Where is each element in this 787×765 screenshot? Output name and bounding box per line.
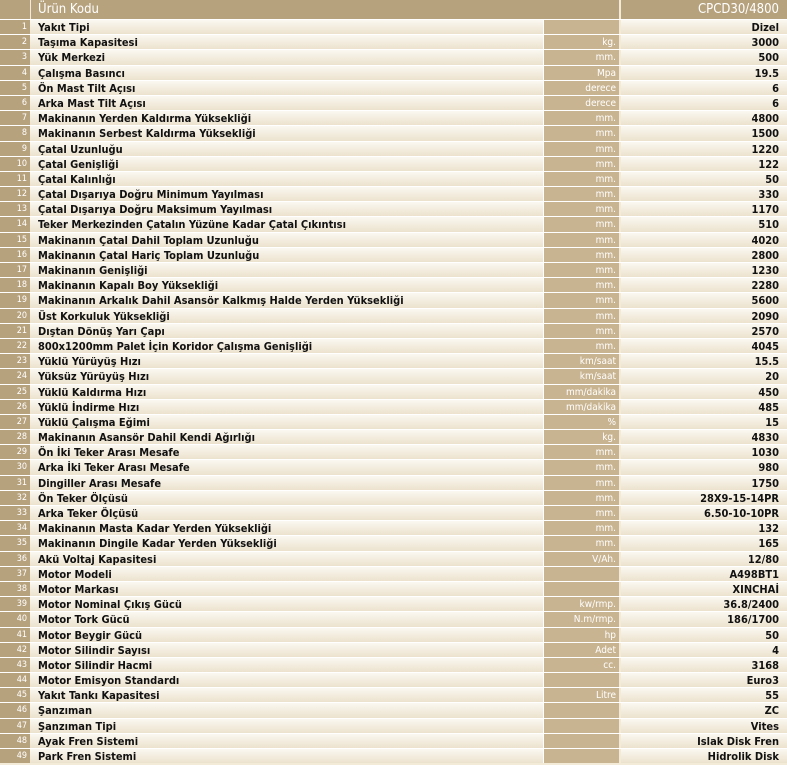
table-row: [0, 171, 787, 186]
spec-unit: [543, 749, 619, 763]
spec-label: Yakıt Tipi: [38, 21, 90, 34]
row-number: 22: [0, 339, 30, 353]
row-number: 40: [0, 612, 30, 626]
spec-value: 2090: [619, 309, 787, 323]
spec-label: Makinanın Asansör Dahil Kendi Ağırlığı: [38, 431, 256, 445]
table-row: [0, 65, 787, 80]
spec-label: Yüklü Kaldırma Hızı: [38, 385, 147, 399]
spec-value: 36.8/2400: [619, 597, 787, 611]
spec-unit: [543, 582, 619, 596]
row-number: 26: [0, 400, 30, 414]
table-row: [0, 551, 787, 566]
spec-label: Park Fren Sistemi: [38, 750, 137, 763]
spec-value: 55: [619, 688, 787, 702]
spec-unit: mm.: [543, 248, 619, 262]
spec-label: Motor Silindir Sayısı: [38, 643, 151, 657]
spec-unit: mm.: [543, 111, 619, 125]
spec-label: Teker Merkezinden Çatalın Yüzüne Kadar Çatal Çıkıntısı: [38, 218, 346, 232]
spec-unit: mm.: [543, 142, 619, 156]
table-row: [0, 702, 787, 717]
table-row: [0, 141, 787, 156]
spec-value: 3168: [619, 658, 787, 672]
row-number: 48: [0, 734, 30, 748]
spec-label: Çatal Genişliği: [38, 157, 119, 171]
spec-unit: derece: [543, 81, 619, 95]
spec-unit: mm.: [543, 157, 619, 171]
spec-value: A498BT1: [619, 567, 787, 581]
table-row: [0, 232, 787, 247]
spec-unit: mm.: [543, 202, 619, 216]
spec-value: Hidrolik Disk: [619, 749, 787, 763]
spec-unit: [543, 673, 619, 687]
table-row: [0, 338, 787, 353]
spec-unit: kg.: [543, 430, 619, 444]
spec-label: Dıştan Dönüş Yarı Çapı: [38, 324, 165, 338]
spec-unit: V/Ah.: [543, 552, 619, 566]
spec-label: Motor Emisyon Standardı: [38, 674, 180, 688]
spec-label: Ön Teker Ölçüsü: [38, 491, 128, 505]
spec-value: 15.5: [619, 354, 787, 368]
row-number: 45: [0, 688, 30, 702]
row-number: 11: [0, 172, 30, 186]
spec-value: ZC: [619, 703, 787, 717]
spec-value: 1230: [619, 263, 787, 277]
spec-value: 12/80: [619, 552, 787, 566]
spec-unit: mm.: [543, 491, 619, 505]
spec-value: XINCHAİ: [619, 582, 787, 596]
spec-unit: N.m/rmp.: [543, 612, 619, 626]
spec-value: 450: [619, 385, 787, 399]
spec-label: Makinanın Serbest Kaldırma Yüksekliği: [38, 127, 256, 141]
table-row: [0, 444, 787, 459]
spec-unit: mm.: [543, 233, 619, 247]
table-row: [0, 201, 787, 216]
spec-value: 1220: [619, 142, 787, 156]
row-number: 23: [0, 354, 30, 368]
table-row: [0, 459, 787, 474]
spec-value: Euro3: [619, 673, 787, 687]
spec-value: 2570: [619, 324, 787, 338]
table-row: [0, 384, 787, 399]
table-row: [0, 323, 787, 338]
spec-label: Çatal Uzunluğu: [38, 142, 123, 156]
spec-unit: mm.: [543, 278, 619, 292]
spec-unit: [543, 567, 619, 581]
row-number: 49: [0, 749, 30, 763]
spec-unit: mm.: [543, 339, 619, 353]
row-number: 29: [0, 445, 30, 459]
spec-label: Yük Merkezi: [38, 51, 106, 65]
table-row: [0, 125, 787, 140]
spec-value: 28X9-15-14PR: [619, 491, 787, 505]
header-num-cell: [0, 0, 30, 19]
table-row: [0, 733, 787, 748]
spec-unit: mm.: [543, 476, 619, 490]
spec-value: 500: [619, 50, 787, 64]
spec-label: Şanzıman Tipi: [38, 719, 117, 733]
row-number: 43: [0, 658, 30, 672]
spec-value: 4045: [619, 339, 787, 353]
spec-unit: km/saat: [543, 354, 619, 368]
table-row: [0, 247, 787, 262]
spec-unit: mm.: [543, 445, 619, 459]
spec-value: 19.5: [619, 66, 787, 80]
spec-unit: mm.: [543, 536, 619, 550]
spec-unit: Adet: [543, 643, 619, 657]
row-number: 46: [0, 703, 30, 717]
spec-value: 510: [619, 217, 787, 231]
spec-label: Akü Voltaj Kapasitesi: [38, 552, 157, 566]
table-row: [0, 277, 787, 292]
table-row: [0, 353, 787, 368]
spec-value: 2800: [619, 248, 787, 262]
spec-label: Makinanın Kapalı Boy Yüksekliği: [38, 279, 219, 293]
spec-label: Çatal Kalınlığı: [38, 172, 116, 186]
table-row: [0, 368, 787, 383]
table-row: [0, 80, 787, 95]
table-row: [0, 718, 787, 733]
spec-unit: %: [543, 415, 619, 429]
spec-label: Şanzıman: [38, 704, 93, 718]
spec-unit: [543, 703, 619, 717]
spec-label: Dingiller Arası Mesafe: [38, 476, 162, 490]
row-number: 41: [0, 628, 30, 642]
table-row: [0, 505, 787, 520]
row-number: 15: [0, 233, 30, 247]
row-number: 37: [0, 567, 30, 581]
spec-label: Motor Silindir Hacmi: [38, 658, 153, 672]
row-number: 47: [0, 719, 30, 733]
spec-unit: mm.: [543, 172, 619, 186]
spec-unit: mm.: [543, 187, 619, 201]
spec-unit: mm.: [543, 50, 619, 64]
spec-unit: cc.: [543, 658, 619, 672]
spec-value: 50: [619, 172, 787, 186]
row-number: 13: [0, 202, 30, 216]
row-number: 34: [0, 521, 30, 535]
row-number: 7: [0, 111, 30, 125]
table-row: [0, 186, 787, 201]
row-number: 35: [0, 536, 30, 550]
table-row: [0, 490, 787, 505]
spec-value: 122: [619, 157, 787, 171]
spec-unit: kw/rmp.: [543, 597, 619, 611]
spec-value: 5600: [619, 293, 787, 307]
spec-label: Motor Modeli: [38, 567, 112, 581]
spec-unit: hp: [543, 628, 619, 642]
spec-label: Makinanın Çatal Hariç Toplam Uzunluğu: [38, 248, 260, 262]
table-row: [0, 748, 787, 763]
row-number: 5: [0, 81, 30, 95]
spec-value: 1750: [619, 476, 787, 490]
spec-label: Motor Markası: [38, 582, 119, 596]
spec-unit: mm/dakika: [543, 400, 619, 414]
table-row: [0, 687, 787, 702]
spec-value: 165: [619, 536, 787, 550]
row-number: 2: [0, 35, 30, 49]
spec-label: Ön İki Teker Arası Mesafe: [38, 446, 180, 460]
spec-value: Dizel: [619, 20, 787, 34]
table-row: [0, 642, 787, 657]
spec-unit: mm.: [543, 324, 619, 338]
spec-value: 1500: [619, 126, 787, 140]
table-row: [0, 156, 787, 171]
spec-value: 132: [619, 521, 787, 535]
spec-label: Makinanın Yerden Kaldırma Yüksekliği: [38, 112, 252, 126]
row-number: 4: [0, 66, 30, 80]
table-row: [0, 611, 787, 626]
spec-label: Çalışma Basıncı: [38, 66, 125, 80]
spec-table: [0, 19, 787, 763]
spec-label: Makinanın Çatal Dahil Toplam Uzunluğu: [38, 233, 259, 247]
row-number: 12: [0, 187, 30, 201]
spec-unit: mm.: [543, 309, 619, 323]
spec-label: Motor Tork Gücü: [38, 613, 130, 627]
spec-value: 3000: [619, 35, 787, 49]
spec-unit: kg.: [543, 35, 619, 49]
spec-value: 4800: [619, 111, 787, 125]
row-number: 36: [0, 552, 30, 566]
spec-value: 6.50-10-10PR: [619, 506, 787, 520]
spec-unit: km/saat: [543, 369, 619, 383]
row-number: 8: [0, 126, 30, 140]
row-number: 1: [0, 20, 30, 34]
table-row: [0, 627, 787, 642]
row-number: 24: [0, 369, 30, 383]
spec-label: Çatal Dışarıya Doğru Minimum Yayılması: [38, 188, 264, 202]
table-row: [0, 262, 787, 277]
table-row: [0, 566, 787, 581]
table-row: [0, 520, 787, 535]
header-product-code-value: CPCD30/4800: [619, 0, 787, 19]
row-number: 28: [0, 430, 30, 444]
spec-unit: [543, 719, 619, 733]
row-number: 3: [0, 50, 30, 64]
table-row: [0, 581, 787, 596]
spec-unit: mm.: [543, 217, 619, 231]
row-number: 32: [0, 491, 30, 505]
spec-value: 6: [619, 81, 787, 95]
spec-unit: [543, 734, 619, 748]
spec-value: 4: [619, 643, 787, 657]
row-number: 17: [0, 263, 30, 277]
spec-unit: mm.: [543, 126, 619, 140]
spec-label: 800x1200mm Palet İçin Koridor Çalışma Genişliği: [38, 339, 313, 353]
table-row: [0, 399, 787, 414]
spec-label: Motor Nominal Çıkış Gücü: [38, 598, 182, 612]
spec-label: Çatal Dışarıya Doğru Maksimum Yayılması: [38, 203, 273, 217]
row-number: 16: [0, 248, 30, 262]
row-number: 18: [0, 278, 30, 292]
spec-value: 20: [619, 369, 787, 383]
table-row: [0, 414, 787, 429]
row-number: 30: [0, 460, 30, 474]
table-row: [0, 49, 787, 64]
table-row: [0, 672, 787, 687]
table-row: [0, 292, 787, 307]
spec-unit: Litre: [543, 688, 619, 702]
spec-label: Yüksüz Yürüyüş Hızı: [38, 370, 150, 384]
row-number: 21: [0, 324, 30, 338]
table-row: [0, 429, 787, 444]
table-header: [0, 0, 787, 19]
spec-label: Makinanın Dingile Kadar Yerden Yüksekliği: [38, 537, 277, 551]
spec-value: Vites: [619, 719, 787, 733]
spec-label: Arka Mast Tilt Açısı: [38, 96, 146, 110]
row-number: 14: [0, 217, 30, 231]
spec-label: Yakıt Tankı Kapasitesi: [38, 689, 160, 703]
row-number: 33: [0, 506, 30, 520]
spec-value: 15: [619, 415, 787, 429]
spec-value: 485: [619, 400, 787, 414]
spec-unit: mm.: [543, 263, 619, 277]
row-number: 42: [0, 643, 30, 657]
spec-unit: [543, 20, 619, 34]
spec-value: Islak Disk Fren: [619, 734, 787, 748]
row-number: 38: [0, 582, 30, 596]
spec-value: 1170: [619, 202, 787, 216]
row-number: 10: [0, 157, 30, 171]
row-number: 6: [0, 96, 30, 110]
spec-label: Üst Korkuluk Yüksekliği: [38, 309, 170, 323]
spec-label: Motor Beygir Gücü: [38, 628, 143, 642]
spec-label: Makinanın Genişliği: [38, 264, 148, 277]
spec-unit: mm.: [543, 293, 619, 307]
spec-value: 6: [619, 96, 787, 110]
spec-value: 2280: [619, 278, 787, 292]
spec-label: Arka Teker Ölçüsü: [38, 507, 139, 520]
spec-value: 4830: [619, 430, 787, 444]
row-number: 31: [0, 476, 30, 490]
spec-label: Yüklü Çalışma Eğimi: [38, 415, 150, 429]
spec-unit: mm.: [543, 460, 619, 474]
row-number: 9: [0, 142, 30, 156]
table-row: [0, 19, 787, 34]
spec-unit: mm.: [543, 521, 619, 535]
table-row: [0, 535, 787, 550]
spec-value: 4020: [619, 233, 787, 247]
row-number: 27: [0, 415, 30, 429]
header-product-code-label: Ürün Kodu: [30, 0, 619, 19]
spec-label: Makinanın Masta Kadar Yerden Yüksekliği: [38, 522, 272, 536]
table-row: [0, 308, 787, 323]
spec-label: Arka İki Teker Arası Mesafe: [38, 461, 190, 475]
row-number: 44: [0, 673, 30, 687]
spec-unit: derece: [543, 96, 619, 110]
spec-label: Makinanın Arkalık Dahil Asansör Kalkmış Halde Yerden Yüksekliği: [38, 294, 404, 308]
table-row: [0, 596, 787, 611]
table-row: [0, 34, 787, 49]
row-number: 19: [0, 293, 30, 307]
spec-unit: mm.: [543, 506, 619, 520]
row-number: 20: [0, 309, 30, 323]
spec-value: 1030: [619, 445, 787, 459]
table-row: [0, 110, 787, 125]
spec-unit: mm/dakika: [543, 385, 619, 399]
spec-value: 980: [619, 460, 787, 474]
row-number: 39: [0, 597, 30, 611]
spec-value: 330: [619, 187, 787, 201]
spec-label: Yüklü Yürüyüş Hızı: [38, 355, 141, 369]
spec-unit: Mpa: [543, 66, 619, 80]
spec-value: 50: [619, 628, 787, 642]
table-row: [0, 216, 787, 231]
table-row: [0, 657, 787, 672]
spec-label: Ayak Fren Sistemi: [38, 734, 139, 748]
spec-label: Ön Mast Tilt Açısı: [38, 81, 136, 95]
row-number: 25: [0, 385, 30, 399]
spec-label: Taşıma Kapasitesi: [38, 36, 138, 50]
table-row: [0, 95, 787, 110]
spec-label: Yüklü İndirme Hızı: [38, 400, 140, 414]
table-row: [0, 475, 787, 490]
spec-value: 186/1700: [619, 612, 787, 626]
